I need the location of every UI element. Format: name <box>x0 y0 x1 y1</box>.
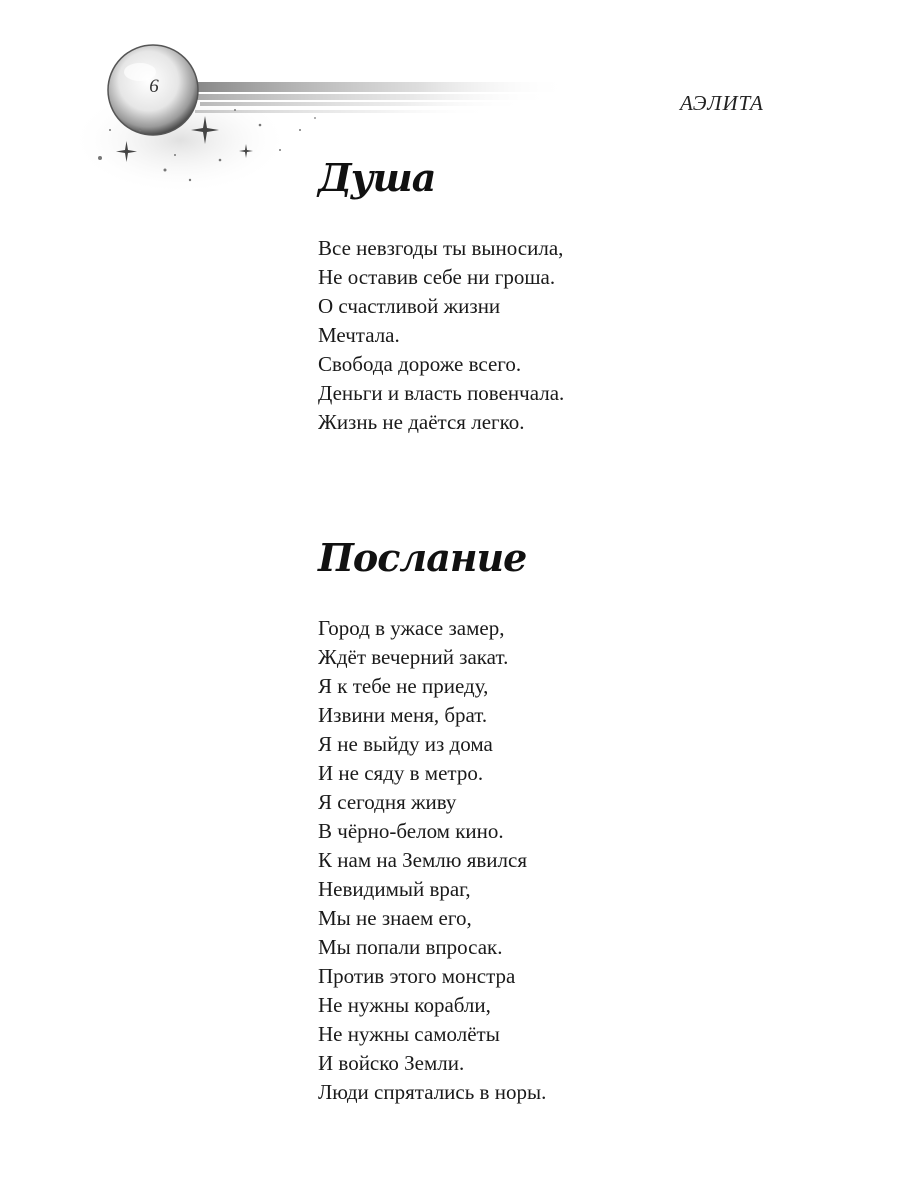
poem-line: Люди спрятались в норы. <box>318 1080 547 1104</box>
poem-line: Свобода дороже всего. <box>318 352 522 376</box>
poem-line: Я не выйду из дома <box>318 732 493 756</box>
poem-line: Против этого монстра <box>318 964 516 988</box>
poem-line: Я к тебе не приеду, <box>318 674 489 698</box>
poem-line: Я сегодня живу <box>318 790 457 814</box>
poem-line: Невидимый враг, <box>318 877 471 901</box>
poem-dusha <box>318 152 838 437</box>
poem-line: Не нужны самолёты <box>318 1022 500 1046</box>
poem-line: Мы попали впросак. <box>318 935 503 959</box>
poem-title: Послание <box>318 535 527 580</box>
poem-line: Мы не знаем его, <box>318 906 472 930</box>
poem-lines <box>318 614 838 1107</box>
poem-line: Все невзгоды ты выносила, <box>318 236 564 260</box>
poem-line: К нам на Землю явился <box>318 848 527 872</box>
poem-lines <box>318 234 838 437</box>
poem-line: Не нужны корабли, <box>318 993 491 1017</box>
running-title: АЭЛИТА <box>680 91 764 115</box>
poem-line: О счастливой жизни <box>318 294 501 318</box>
poem-line: Жизнь не даётся легко. <box>318 410 525 434</box>
poem-title: Душа <box>318 155 436 200</box>
poem-poslanie <box>318 532 838 1107</box>
poem-line: И не сяду в метро. <box>318 761 484 785</box>
poem-line: Мечтала. <box>318 323 400 347</box>
poem-line: И войско Земли. <box>318 1051 465 1075</box>
poem-line: Деньги и власть повенчала. <box>318 381 565 405</box>
poem-line: Извини меня, брат. <box>318 703 488 727</box>
page-number: 6 <box>149 76 159 97</box>
poem-line: В чёрно-белом кино. <box>318 819 504 843</box>
poem-line: Ждёт вечерний закат. <box>318 645 509 669</box>
poem-line: Город в ужасе замер, <box>318 616 505 640</box>
poem-line: Не оставив себе ни гроша. <box>318 265 556 289</box>
